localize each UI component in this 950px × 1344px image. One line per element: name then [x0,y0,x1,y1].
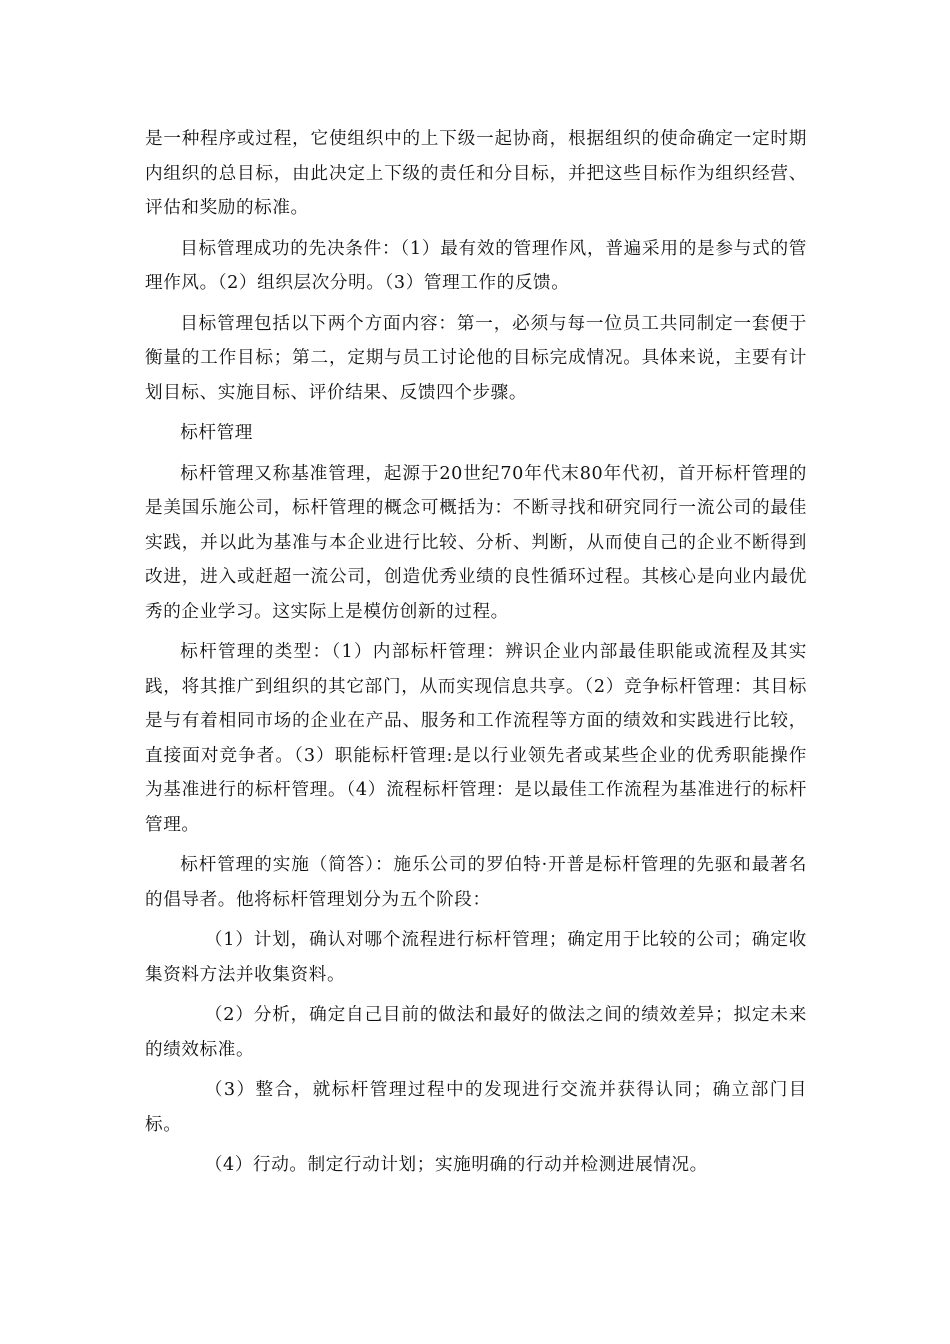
paragraph-step-4-action: （4）行动。制定行动计划；实施明确的行动并检测进展情况。 [204,1155,708,1175]
paragraph-benchmarking-types: 标杆管理的类型：（1）内部标杆管理：辨识企业内部最佳职能或流程及其实践，将其推广到组织的其它部门，从而实现信息共享。（2）竞争标杆管理：其目标是与有着相同市场的企业在产品、服务和工作流程等方面的绩效和实践进行比较，直接面对竞争者。（3）职能标杆管理:是以行业领先者或某些企业的优秀职能操作为基准进行的标杆管理。（4）流程标杆管理：是以最佳工作流程为基准进行的标杆管理。 [145,642,807,835]
paragraph-step-3-integrate: （3）整合，就标杆管理过程中的发现进行交流并获得认同；确立部门目标。 [145,1080,807,1135]
paragraph-benchmarking-implementation: 标杆管理的实施（简答）：施乐公司的罗伯特·开普是标杆管理的先驱和最著名的倡导者。他将标杆管理划分为五个阶段： [145,855,807,910]
paragraph-mbo-content: 目标管理包括以下两个方面内容：第一，必须与每一位员工共同制定一套便于衡量的工作目标；第二，定期与员工讨论他的目标完成情况。具体来说，主要有计划目标、实施目标、评价结果、反馈四个步骤。 [145,313,807,403]
paragraph-mbo-definition-continued: 是一种程序或过程，它使组织中的上下级一起协商，根据组织的使命确定一定时期内组织的总目标，由此决定上下级的责任和分目标，并把这些目标作为组织经营、评估和奖励的标准。 [145,129,807,218]
section-heading-benchmarking: 标杆管理 [180,423,253,443]
paragraph-step-2-analyze: （2）分析，确定自己目前的做法和最好的做法之间的绩效差异；拟定未来的绩效标准。 [145,1005,807,1060]
paragraph-step-1-plan: （1）计划，确认对哪个流程进行标杆管理；确定用于比较的公司；确定收集资料方法并收集资料。 [145,930,807,985]
document-body [145,122,807,1189]
paragraph-benchmarking-definition: 标杆管理又称基准管理，起源于20世纪70年代末80年代初，首开标杆管理的是美国乐施公司，标杆管理的概念可概括为：不断寻找和研究同行一流公司的最佳实践，并以此为基准与本企业进行比较、分析、判断，从而使自己的企业不断得到改进，进入或赶超一流公司，创造优秀业绩的良性循环过程。其核心是向业内最优秀的企业学习。这实际上是模仿创新的过程。 [145,463,807,622]
paragraph-mbo-prerequisites: 目标管理成功的先决条件：（1）最有效的管理作风，普遍采用的是参与式的管理作风。（2）组织层次分明。（3）管理工作的反馈。 [145,238,807,293]
